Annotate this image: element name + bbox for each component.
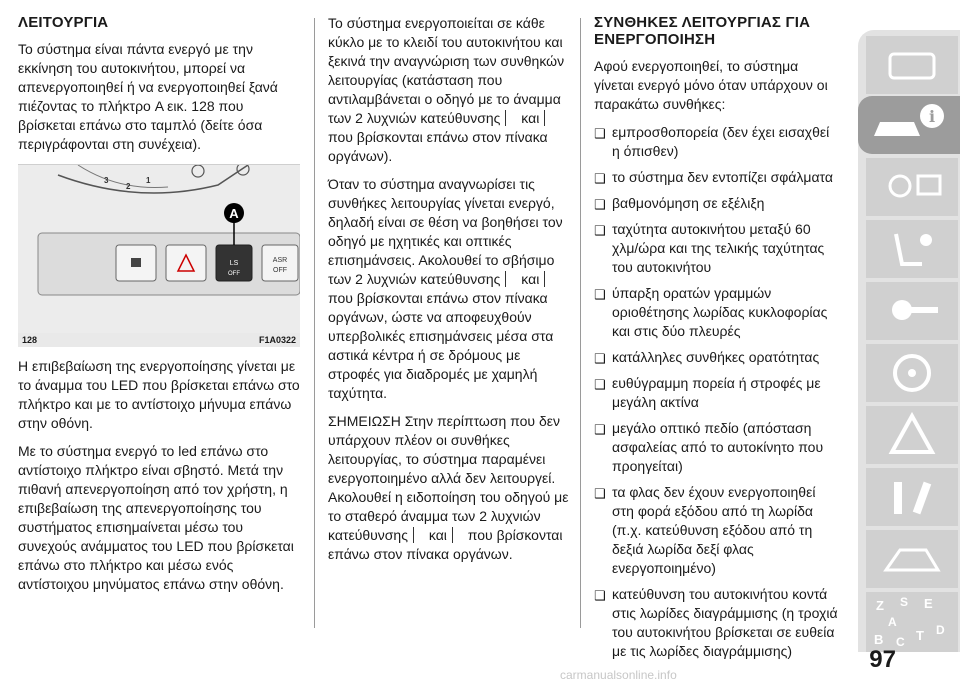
paragraph: Το σύστημα είναι πάντα ενεργό με την εκκίνηση του αυτοκινήτου, μπορεί να απενεργοποιηθεί ή να ενεργοποιηθεί ξανά πιέζοντας το πλήκτρο A εικ. 128 που βρίσκεται επάνω στο ταμπλό (δείτε όσα περιγράφονται στη συνέχεια). bbox=[18, 41, 278, 152]
condition-item bbox=[594, 194, 838, 213]
text-run: και bbox=[428, 527, 447, 543]
condition-text: το σύστημα δεν εντοπίζει σφάλματα bbox=[612, 169, 833, 185]
svg-text:A: A bbox=[888, 615, 897, 629]
condition-text: ταχύτητα αυτοκινήτου μεταξύ 60 χλμ/ώρα και της τελικής ταχύτητας του αυτοκινήτου bbox=[612, 221, 825, 275]
chapter-sidebar bbox=[858, 30, 960, 652]
car-dashboard-icon bbox=[866, 36, 958, 94]
section-heading-conditions: ΣΥΝΘΗΚΕΣ ΛΕΙΤΟΥΡΓΙΑΣ ΓΙΑ ΕΝΕΡΓΟΠΟΙΗΣΗ bbox=[594, 14, 811, 48]
index-icon bbox=[866, 592, 958, 652]
callout-a-label: A bbox=[229, 206, 239, 221]
lane-warning-left-icon bbox=[413, 527, 428, 543]
car-info-icon bbox=[858, 96, 960, 154]
svg-text:S: S bbox=[900, 595, 909, 609]
checkbox-icon: ❑ bbox=[594, 126, 606, 141]
sidebar-tab-start[interactable] bbox=[866, 282, 958, 340]
lane-warning-left-icon bbox=[505, 271, 520, 287]
checkbox-icon: ❑ bbox=[594, 197, 606, 212]
text-run: Όταν το σύστημα αναγνωρίσει τις συνθήκες λειτουργίας γίνεται ενεργό, δηλαδή είναι σε θέση να βοηθήσει τον οδηγό με ηχητικές και οπτικές επισημάνσεις. Ακολουθεί το σβήσιμο των 2 λυχνιών κατεύθυνσης bbox=[328, 176, 563, 287]
emergency-triangle-icon bbox=[866, 406, 958, 464]
column-divider bbox=[314, 18, 315, 628]
sidebar-tab-index[interactable] bbox=[866, 592, 958, 652]
tools-icon bbox=[866, 468, 958, 526]
condition-item bbox=[594, 220, 838, 277]
text-run: που βρίσκονται επάνω στον πίνακα οργάνων. bbox=[328, 527, 563, 562]
condition-text: βαθμονόμηση σε εξέλιξη bbox=[612, 195, 765, 211]
svg-text:C: C bbox=[896, 635, 905, 649]
svg-text:i: i bbox=[928, 107, 936, 126]
sidebar-tab-driving[interactable] bbox=[866, 344, 958, 402]
lane-warning-right-icon bbox=[544, 110, 559, 126]
checkbox-icon: ❑ bbox=[594, 351, 606, 366]
condition-text: ύπαρξη ορατών γραμμών οριοθέτησης λωρίδας κυκλοφορίας και στις δύο πλευρές bbox=[612, 285, 828, 339]
condition-text: κατάλληλες συνθήκες ορατότητας bbox=[612, 349, 820, 365]
text-run: ΣΗΜΕΙΩΣΗ Στην περίπτωση που δεν υπάρχουν πλέον οι συνθήκες λειτουργίας, το σύστημα παραμένει ενεργοποιημένο αλλά δεν λειτουργεί. Ακολουθεί η ειδοποίηση του οδηγού με το σταθερό άναμμα των 2 λυχνιών κατεύθυνσης bbox=[328, 413, 569, 543]
paragraph: Η επιβεβαίωση της ενεργοποίησης γίνεται με το άναμμα του LED που βρίσκεται επάνω στο πλήκτρο και με το αντίστοιχο μήνυμα επάνω στην οθόνη. bbox=[18, 358, 300, 431]
specs-icon bbox=[866, 530, 958, 588]
paragraph bbox=[328, 412, 570, 564]
condition-text: εμπροσθοπορεία (δεν έχει εισαχθεί η όπισθεν) bbox=[612, 124, 830, 159]
watermark: carmanualsonline.info bbox=[560, 668, 677, 682]
checkbox-icon: ❑ bbox=[594, 486, 606, 501]
condition-item bbox=[594, 348, 838, 367]
lane-warning-right-icon bbox=[452, 527, 467, 543]
svg-text:ASR: ASR bbox=[272, 257, 288, 264]
condition-text: ευθύγραμμη πορεία ή στροφές με μεγάλη ακτίνα bbox=[612, 375, 821, 410]
figure-number: 128 bbox=[22, 334, 38, 345]
condition-text: μεγάλο οπτικό πεδίο (απόσταση ασφαλείας από το αυτοκίνητο που προηγείται) bbox=[612, 420, 824, 474]
condition-item bbox=[594, 168, 838, 187]
paragraph-intro: Αφού ενεργοποιηθεί, το σύστημα γίνεται ενεργό μόνο όταν υπάρχουν οι παρακάτω συνθήκες: bbox=[594, 58, 828, 112]
column-middle bbox=[328, 14, 570, 573]
checkbox-icon: ❑ bbox=[594, 287, 606, 302]
svg-text:OFF: OFF bbox=[273, 267, 287, 274]
conditions-list bbox=[594, 123, 838, 661]
svg-text:Z: Z bbox=[876, 598, 884, 613]
hazard-button bbox=[166, 245, 206, 281]
sidebar-tab-safety[interactable] bbox=[866, 220, 958, 278]
svg-text:T: T bbox=[916, 628, 924, 643]
text-run: που βρίσκονται επάνω στον πίνακα οργάνων, ώστε να αποφευχθούν υπερβολικές επισημάνσεις μέσα στα αστικά κέντρα ή σε δρόμους με στροφές για διαδρομές με χαμηλή ταχύτητα. bbox=[328, 290, 554, 401]
lock-icon bbox=[131, 258, 141, 267]
sidebar-tab-warnings[interactable] bbox=[866, 158, 958, 216]
lane-warning-left-icon bbox=[505, 110, 520, 126]
figure-code: F1A0322 bbox=[258, 334, 296, 345]
condition-item bbox=[594, 585, 838, 661]
svg-text:D: D bbox=[936, 623, 945, 637]
column-left bbox=[18, 14, 300, 603]
steering-wheel-icon bbox=[866, 344, 958, 402]
paragraph bbox=[328, 14, 570, 166]
checkbox-icon: ❑ bbox=[594, 223, 606, 238]
sidebar-tab-dashboard[interactable] bbox=[866, 36, 958, 94]
ignition-key-icon bbox=[866, 282, 958, 340]
section-heading-operation: ΛΕΙΤΟΥΡΓΙΑ bbox=[18, 14, 109, 31]
dashboard-illustration bbox=[18, 165, 300, 333]
condition-text: κατεύθυνση του αυτοκινήτου κοντά στις λωρίδες διαγράμμισης (η τροχιά του αυτοκινήτου βρίσκεται σε ευθεία με τις λωρίδες διαγράμμισης) bbox=[612, 586, 838, 659]
dial-number: 2 bbox=[126, 182, 131, 191]
checkbox-icon: ❑ bbox=[594, 422, 606, 437]
svg-text:OFF: OFF bbox=[228, 271, 240, 277]
condition-item bbox=[594, 419, 838, 476]
seat-safety-icon bbox=[866, 220, 958, 278]
checkbox-icon: ❑ bbox=[594, 377, 606, 392]
checkbox-icon: ❑ bbox=[594, 171, 606, 186]
text-run: και bbox=[521, 110, 540, 126]
svg-text:B: B bbox=[874, 632, 884, 647]
lane-warning-right-icon bbox=[544, 271, 559, 287]
text-run: Το σύστημα ενεργοποιείται σε κάθε κύκλο με το κλειδί του αυτοκινήτου και ξεκινά την αναγνώριση των συνθηκών λειτουργίας (κατάσταση που αντιλαμβάνεται ο οδηγό με το άναμμα των 2 λυχνιών κατεύθυνσης bbox=[328, 15, 565, 126]
condition-text: τα φλας δεν έχουν ενεργοποιηθεί στη φορά εξόδου από τη λωρίδα (π.χ. κατεύθυνση εξόδου από τη δεξιά λωρίδα δεξί φλας ενεργοποιημένο) bbox=[612, 484, 816, 576]
sidebar-tab-maintenance[interactable] bbox=[866, 468, 958, 526]
condition-item bbox=[594, 374, 838, 412]
dial-number: 3 bbox=[104, 176, 109, 185]
dial-number: 1 bbox=[146, 176, 151, 185]
sidebar-tab-car-info[interactable] bbox=[858, 96, 960, 154]
condition-item bbox=[594, 123, 838, 161]
paragraph: Με το σύστημα ενεργό το led επάνω στο αντίστοιχο πλήκτρο είναι σβηστό. Μετά την πιθανή απενεργοποίηση από τον χρήστη, η επιβεβαίωση της απενεργοποίησης του συστήματος επισημαίνεται μέσω του συνεχούς ανάμματος του LED που βρίσκεται επάνω στο πλήκτρο και μέσω ενός αντίστοιχου μηνύματος επάνω στην οθόνη. bbox=[18, 443, 294, 592]
svg-text:E: E bbox=[924, 596, 933, 611]
sidebar-tab-specs[interactable] bbox=[866, 530, 958, 588]
column-divider bbox=[580, 18, 581, 628]
checkbox-icon: ❑ bbox=[594, 588, 606, 603]
lane-off-label: LS bbox=[229, 260, 239, 267]
warning-lights-icon bbox=[866, 158, 958, 216]
condition-item bbox=[594, 284, 838, 341]
text-run: που βρίσκονται επάνω στον πίνακα οργάνων). bbox=[328, 129, 548, 164]
paragraph bbox=[328, 175, 570, 403]
sidebar-tab-emergency[interactable] bbox=[866, 406, 958, 464]
figure-caption-bar bbox=[18, 333, 300, 347]
page-number: 97 bbox=[869, 646, 896, 673]
text-run: και bbox=[521, 271, 540, 287]
figure-128 bbox=[18, 164, 300, 347]
condition-item bbox=[594, 483, 838, 578]
column-right bbox=[594, 14, 838, 668]
